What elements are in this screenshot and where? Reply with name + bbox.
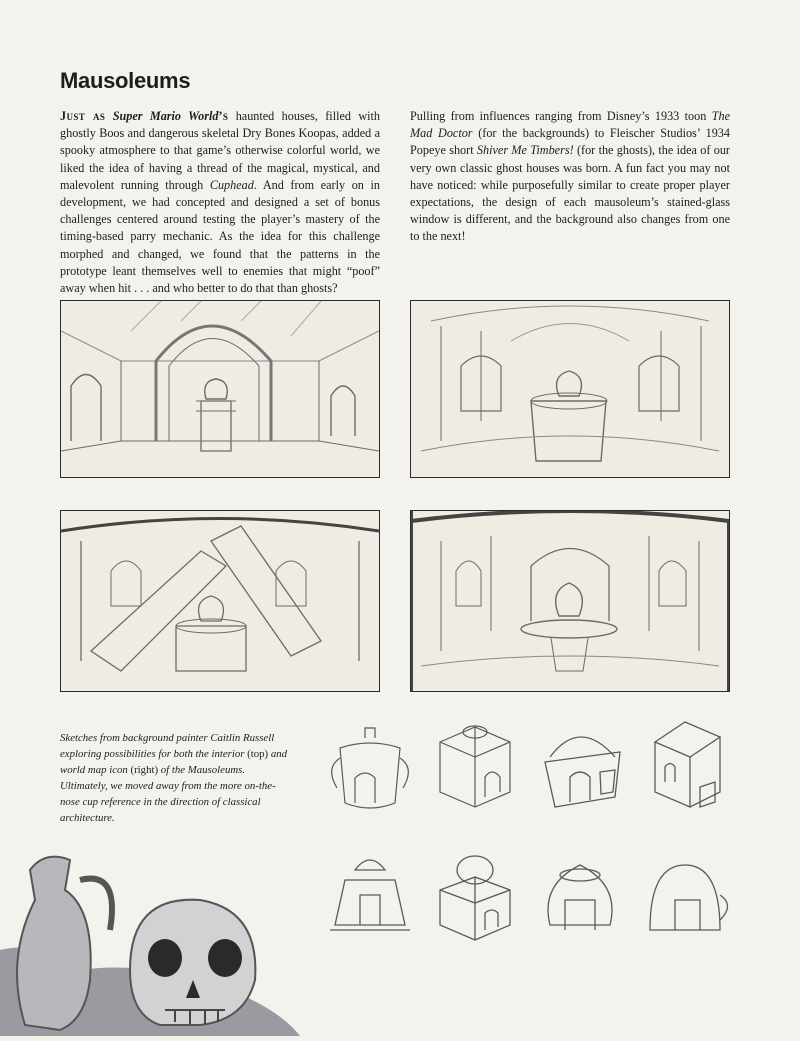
map-icon-sketch-kettle [535, 845, 625, 945]
body-text-part: haunted houses, filled with ghostly Boos and dangerous skeletal Dry Bones Koopas, added a spooky atmosphere to that game’s otherwise colorful world, we liked the idea of having a thread of the magical, mystical, and malevolent running through [60, 109, 381, 192]
caption-part: and world map icon [60, 748, 288, 776]
body-text-part: (for the backgrounds) to Fleischer Studios’ 1934 Popeye short [410, 126, 730, 158]
map-icon-sketch-shrine [325, 845, 415, 945]
caption-top-word: (top) [247, 748, 269, 760]
map-icon-sketch-pot-house [430, 845, 520, 945]
map-icon-sketch-dome [535, 712, 625, 812]
caption-part: Sketches from background painter Caitlin Russell exploring possibilities for both the interior [60, 732, 275, 760]
lead-in-title: Super Mario World [112, 109, 219, 123]
short-title: Shiver Me Timbers! [476, 143, 574, 158]
body-text-part: Pulling from influences ranging from Disney’s 1933 toon [410, 109, 712, 123]
map-icon-sketch-cube [430, 712, 520, 812]
map-icon-sketch-temple [640, 712, 730, 812]
body-text-part: (for the ghosts), the idea of our very own classic ghost houses was born. A fun fact you may not have noticed: while purposefully similar to create proper player expectations, the design of each mausoleum’s stained-glass window is different, and the background also changes from one to the next! [410, 143, 730, 244]
page-title: Mausoleums [60, 68, 191, 93]
figure-caption [60, 730, 295, 826]
interior-sketch-2 [410, 300, 730, 478]
game-title: Cuphead [209, 177, 254, 192]
caption-right-word: (right) [130, 764, 159, 776]
body-text-right [410, 108, 730, 246]
caption-part: of the Mausoleums. Ultimately, we moved away from the more on-the-nose cup reference in the direction of classical architecture. [60, 764, 276, 824]
body-text-left [60, 108, 380, 297]
interior-sketch-4 [410, 510, 730, 692]
toon-title: The Mad Doctor [410, 109, 730, 141]
skull-vase-illustration [0, 840, 300, 1036]
lead-in-suffix: ’s [218, 109, 229, 123]
interior-sketch-3 [60, 510, 380, 692]
lead-in: Just as [60, 109, 106, 123]
body-text-part: . And from early on in development, we had concepted and designed a set of bonus challenges centered around testing the player’s mastery of the timing-based parry mechanic. As the idea for this challenge morphed and changed, we found that the patterns in the prototype leant themselves well to enemies that might “poof” away when hit . . . and who better to do that than ghosts? [60, 177, 380, 296]
map-icon-sketch-mug [640, 845, 730, 945]
map-icon-sketch-cup [325, 718, 415, 818]
interior-sketch-1 [60, 300, 380, 478]
